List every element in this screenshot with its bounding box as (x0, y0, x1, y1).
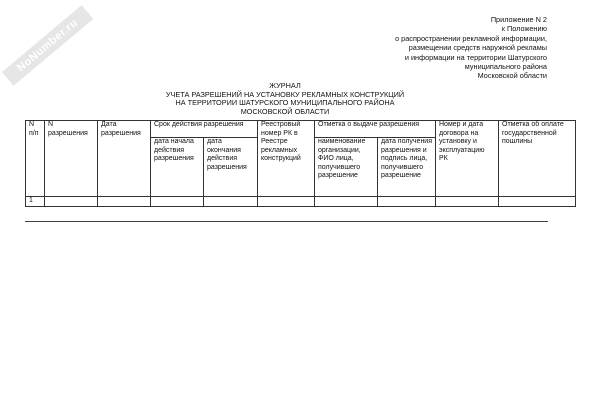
cell (499, 197, 576, 207)
permits-journal-table (25, 120, 576, 207)
title-line: ЖУРНАЛ (269, 81, 301, 90)
cell (436, 197, 499, 207)
header-issue-mark: Отметка о выдаче разрешения (315, 121, 436, 138)
cell (98, 197, 151, 207)
header-num: N п/п (26, 121, 45, 197)
table-row (26, 197, 576, 207)
appendix-line: и информации на территории Шатурского (404, 52, 547, 62)
watermark-text: NoNumber.ru (2, 5, 93, 86)
header-registry-number: Реестровый номер РК в Реестре рекламных конструкций (258, 121, 315, 197)
divider-line (25, 221, 548, 222)
header-term: Срок действия разрешения (151, 121, 258, 138)
cell (45, 197, 98, 207)
header-issue-date: дата получения разрешения и подпись лица, получившего разрешение (378, 138, 436, 197)
appendix-line: муниципального района (464, 62, 547, 72)
title-line: МОСКОВСКОЙ ОБЛАСТИ (240, 106, 330, 116)
header-contract: Номер и дата договора на установку и эксплуатацию РК (436, 121, 499, 197)
appendix-line: к Положению (501, 24, 547, 34)
cell (258, 197, 315, 207)
cell (315, 197, 378, 207)
cell (378, 197, 436, 207)
title-line: УЧЕТА РАЗРЕШЕНИЙ НА УСТАНОВКУ РЕКЛАМНЫХ КОНСТРУКЦИЙ (165, 89, 405, 99)
header-permit-number: N разрешения (45, 121, 98, 197)
appendix-line: размещении средств наружной рекламы (408, 43, 547, 53)
appendix-line: Московской области (477, 71, 547, 81)
header-fee: Отметка об оплате государственной пошлины (499, 121, 576, 197)
title-line: НА ТЕРРИТОРИИ ШАТУРСКОГО МУНИЦИПАЛЬНОГО РАЙОНА (175, 98, 395, 108)
header-term-start: дата начала действия разрешения (151, 138, 204, 197)
appendix-line: Приложение N 2 (490, 15, 547, 24)
appendix-line: о распространении рекламной информации, (395, 33, 547, 43)
document-title (140, 82, 430, 116)
cell-num: 1 (26, 197, 45, 207)
watermark (0, 0, 100, 80)
cell (151, 197, 204, 207)
header-issue-org: наименование организации, ФИО лица, получившего разрешение (315, 138, 378, 197)
header-term-end: дата окончания действия разрешения (204, 138, 258, 197)
appendix-note (395, 15, 547, 81)
cell (204, 197, 258, 207)
header-permit-date: Дата разрешения (98, 121, 151, 197)
